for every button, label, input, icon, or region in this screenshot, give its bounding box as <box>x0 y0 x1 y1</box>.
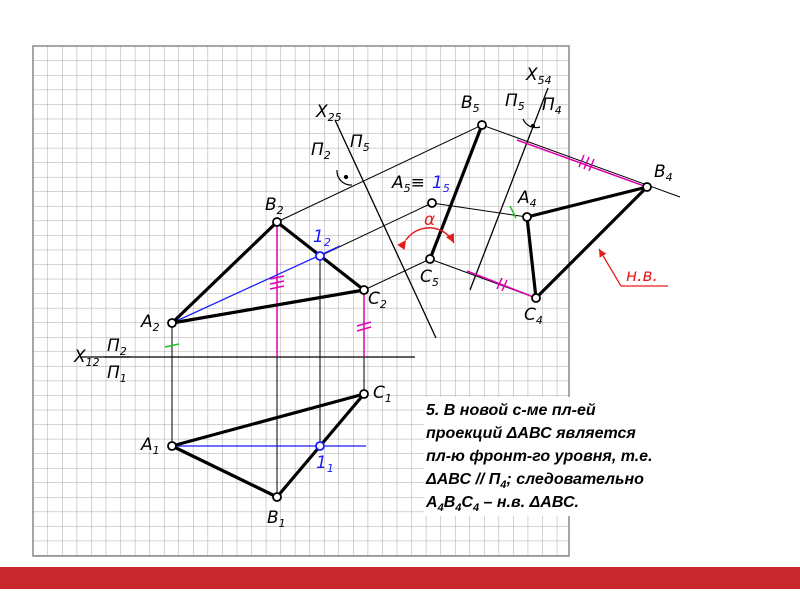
point-b4 <box>643 183 651 191</box>
label-c1: $C_1$ <box>373 383 392 405</box>
bottom-bar <box>0 567 800 589</box>
point-b2 <box>273 218 281 226</box>
caption-line-1: 5. В новой с-ме пл-ей <box>426 402 596 419</box>
point-c4 <box>532 294 540 302</box>
caption-line-5: $А_4В_4С_4 - н.в$. ΔАВС. <box>426 494 579 515</box>
label-x54: $X_{54}$ <box>526 65 552 87</box>
label-pi2-x12: $П_2$ <box>107 336 127 358</box>
point-c2 <box>360 286 368 294</box>
point-12 <box>316 252 324 260</box>
caption-line-3: пл-ю фронт-го уровня, т.е. <box>426 448 653 465</box>
label-alpha: α <box>424 210 436 230</box>
label-pi2-x25: $П_2$ <box>311 140 331 162</box>
point-a5 <box>428 199 436 207</box>
label-c4: $C_4$ <box>524 305 543 327</box>
label-11: $1_1$ <box>316 453 334 475</box>
label-x12: $X_{12}$ <box>74 347 100 369</box>
label-pi5-x54: $П_5$ <box>505 91 525 113</box>
point-c1 <box>360 390 368 398</box>
point-b5 <box>478 121 486 129</box>
caption-line-2: проекций ΔАВС является <box>426 425 636 442</box>
point-11 <box>316 442 324 450</box>
caption-line-4: ΔАВС // $П_4$; следовательно <box>426 471 644 492</box>
label-pi4-x54: $П_4$ <box>542 95 562 117</box>
label-12: $1_2$ <box>313 227 331 249</box>
label-pi1-x12: $П_1$ <box>107 363 127 385</box>
point-a2 <box>168 319 176 327</box>
label-a2: $A_2$ <box>141 312 160 334</box>
point-a1 <box>168 442 176 450</box>
label-b2: $B_2$ <box>265 195 284 217</box>
point-a4 <box>523 213 531 221</box>
label-pi5-x25: $П_5$ <box>350 132 370 154</box>
point-c5 <box>426 255 434 263</box>
angle-dot-x25 <box>345 176 348 179</box>
label-c2: $C_2$ <box>368 289 387 311</box>
angle-dot-x54 <box>532 125 535 128</box>
label-b1: $B_1$ <box>267 508 286 530</box>
label-a1: $A_1$ <box>141 435 160 457</box>
label-a5: $A_5\equiv$ <box>392 173 425 195</box>
label-15: $1_5$ <box>432 173 450 195</box>
label-c5: $C_5$ <box>420 267 439 289</box>
label-true-size: н.в. <box>626 266 658 286</box>
caption <box>424 397 661 516</box>
point-b1 <box>273 493 281 501</box>
label-b4: $B_4$ <box>654 162 673 184</box>
label-x25: $X_{25}$ <box>316 102 342 124</box>
label-a4: $A_4$ <box>518 188 537 210</box>
label-b5: $B_5$ <box>461 93 480 115</box>
